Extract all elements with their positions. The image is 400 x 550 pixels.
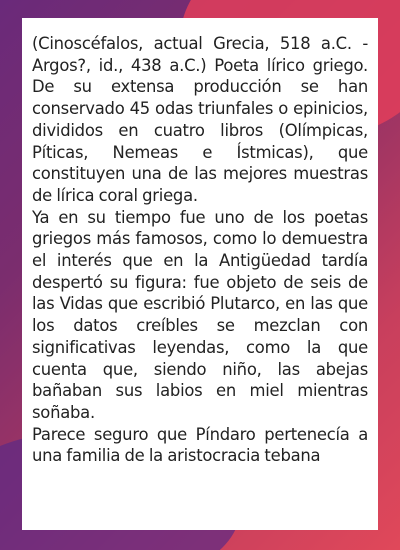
paragraph-intro: (Cinoscéfalos, actual Grecia, 518 a.C. - Argos?, id., 438 a.C.) Poeta lírico griego. De su extensa producción se han conservado 45 odas triunfales o epinicios, divididos en cuatro libros (Olímpicas, Píticas, Nemeas e Ístmicas), que constituyen una de las mejores muestras de lírica coral griega. bbox=[32, 34, 368, 205]
paragraph-fame: Ya en su tiempo fue uno de los poetas griegos más famosos, como lo demuestra el interés que en la Antigüedad tardía despertó su figura: fue objeto de seis de las Vidas que escribió Plutarco, en las que los datos creíbles se mezclan con significativas leyendas, como la que cuenta que, siendo niño, las abejas bañaban sus labios en miel mientras soñaba. bbox=[32, 207, 368, 422]
paragraph-family: Parece seguro que Píndaro pertenecía a una familia de la aristocracia tebana bbox=[32, 424, 368, 466]
text-card bbox=[22, 18, 378, 530]
